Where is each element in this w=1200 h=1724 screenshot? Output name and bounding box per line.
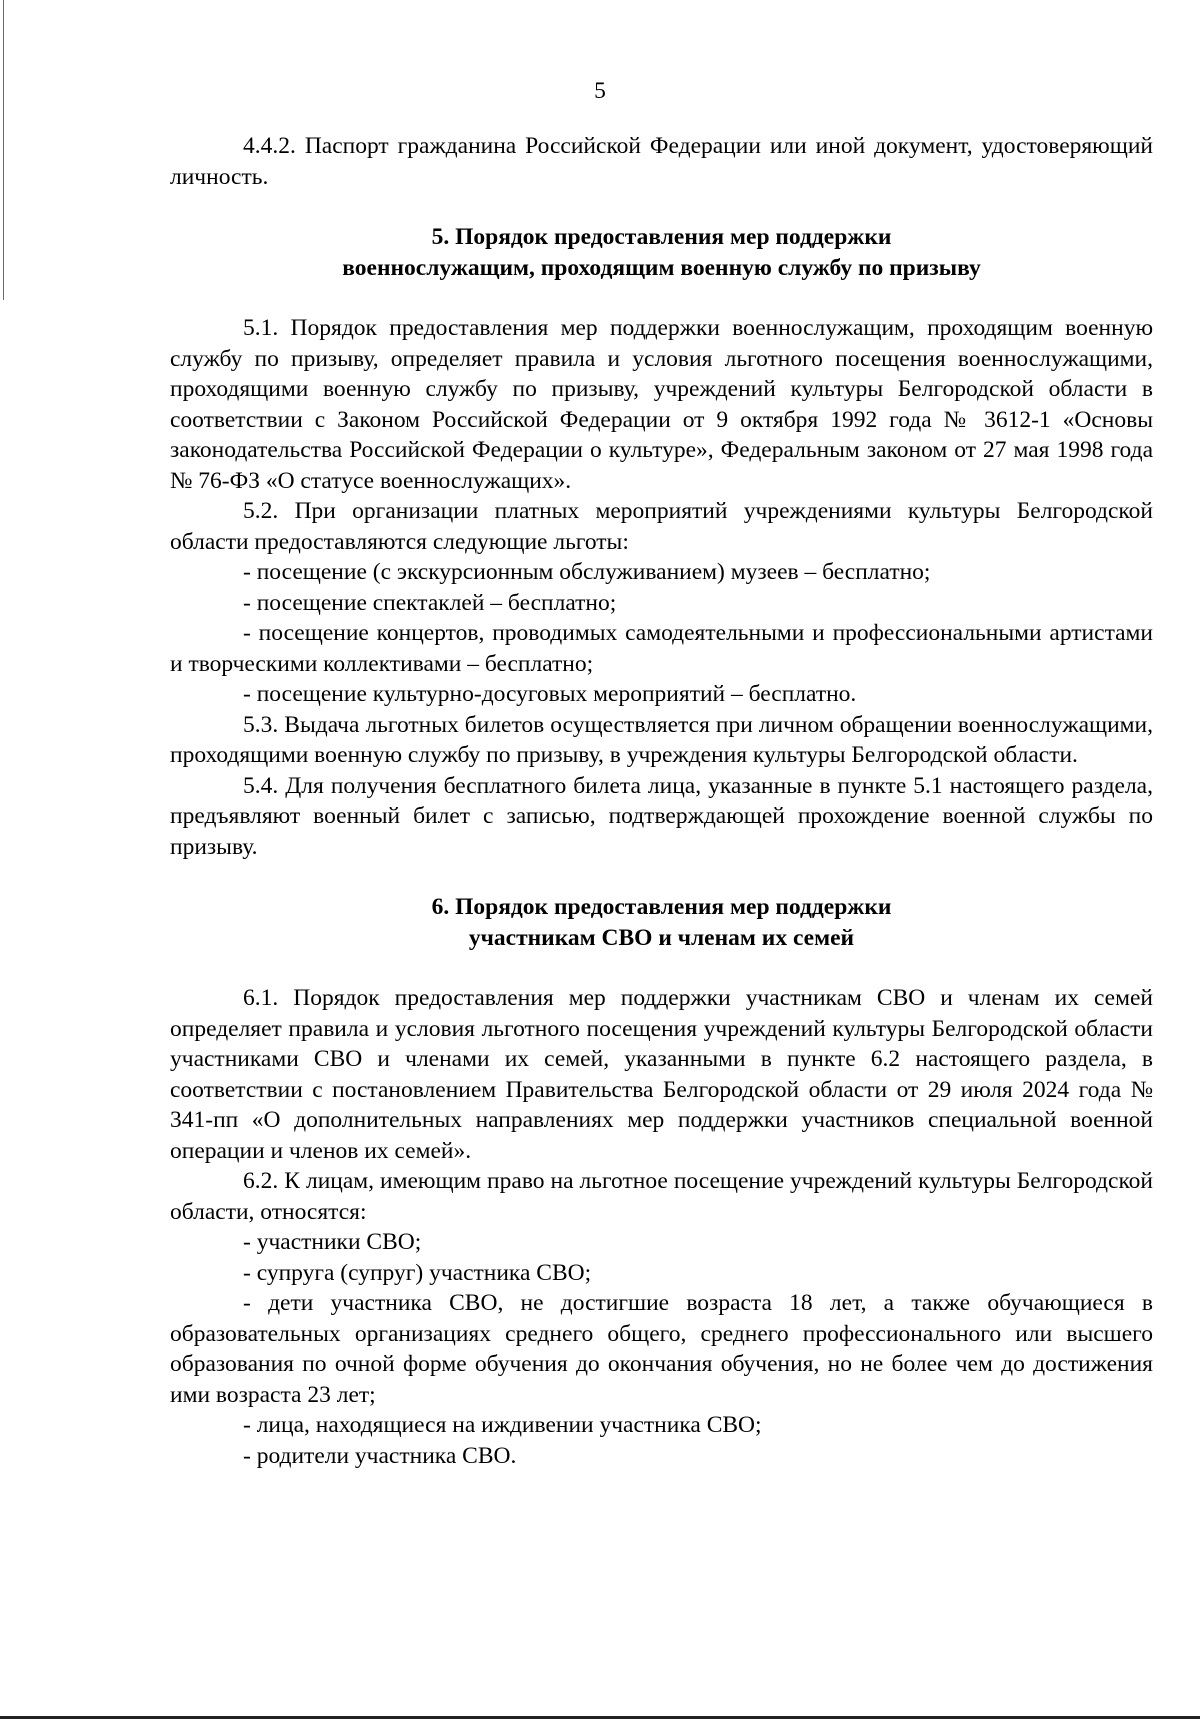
list-item-dependents: - лица, находящиеся на иждивении участника СВО; bbox=[243, 1412, 762, 1438]
section-5-heading-line-1: 5. Порядок предоставления мер поддержки bbox=[431, 224, 892, 250]
document-body bbox=[170, 131, 1153, 1471]
scan-edge-bottom bbox=[0, 1716, 1200, 1719]
list-item-children: - дети участника СВО, не достигшие возраста 18 лет, а также обучающиеся в образовательных организациях среднего общего, среднего профессионального или высшего образования по очной форме обучения до окончания обучения, но не более чем до достижения ими возраста 23 лет; bbox=[170, 1290, 1153, 1408]
paragraph-5-1: 5.1. Порядок предоставления мер поддержки военнослужащим, проходящим военную службу по призыву, определяет правила и условия льготного посещения военнослужащими, проходящими военную службу по призыву, учреждений культуры Белгородской области в соответствии с Законом Российской Федерации от 9 октября 1992 года № 3612-1 «Основы законодательства Российской Федерации о культуре», Федеральным законом от 27 мая 1998 года № 76-ФЗ «О статусе военнослужащих». bbox=[170, 315, 1153, 494]
spacer bbox=[170, 192, 1153, 222]
list-item-leisure-events: - посещение культурно-досуговых мероприятий – бесплатно. bbox=[243, 681, 857, 707]
section-6-heading-line-2: участникам СВО и членам их семей bbox=[468, 924, 855, 951]
page-number: 5 bbox=[594, 78, 606, 104]
paragraph-4-4-2: 4.4.2. Паспорт гражданина Российской Федерации или иной документ, удостоверяющий личность. bbox=[170, 133, 1153, 190]
scan-edge-left bbox=[3, 0, 4, 300]
paragraph-5-2: 5.2. При организации платных мероприятий учреждениями культуры Белгородской области предоставляются следующие льготы: bbox=[170, 498, 1153, 555]
spacer bbox=[170, 283, 1153, 313]
section-5-heading-line-2: военнослужащим, проходящим военную службу по призыву bbox=[342, 254, 981, 281]
spacer bbox=[170, 953, 1153, 983]
paragraph-6-1: 6.1. Порядок предоставления мер поддержки участникам СВО и членам их семей определяет правила и условия льготного посещения учреждений культуры Белгородской области участниками СВО и членами их семей, указанными в пункте 6.2 настоящего раздела, в соответствии с постановлением Правительства Белгородской области от 29 июля 2024 года № 341-пп «О дополнительных направлениях мер поддержки участников специальной военной операции и членов их семей». bbox=[170, 985, 1153, 1164]
paragraph-5-3: 5.3. Выдача льготных билетов осуществляется при личном обращении военнослужащими, проходящими военную службу по призыву, в учреждения культуры Белгородской области. bbox=[170, 711, 1153, 768]
list-item-spouse: - супруга (супруг) участника СВО; bbox=[243, 1259, 592, 1286]
list-item-svo-participants: - участники СВО; bbox=[243, 1229, 422, 1255]
list-item-museums: - посещение (с экскурсионным обслуживанием) музеев – бесплатно; bbox=[243, 559, 931, 585]
section-6-heading-line-1: 6. Порядок предоставления мер поддержки bbox=[431, 894, 892, 920]
list-item-performances: - посещение спектаклей – бесплатно; bbox=[243, 589, 617, 616]
spacer bbox=[170, 862, 1153, 892]
list-item-parents: - родители участника СВО. bbox=[243, 1442, 517, 1469]
paragraph-6-2: 6.2. К лицам, имеющим право на льготное посещение учреждений культуры Белгородской области, относятся: bbox=[170, 1168, 1153, 1225]
list-item-concerts: - посещение концертов, проводимых самодеятельными и профессиональными артистами и творческими коллективами – бесплатно; bbox=[170, 620, 1153, 677]
paragraph-5-4: 5.4. Для получения бесплатного билета лица, указанные в пункте 5.1 настоящего раздела, предъявляют военный билет с записью, подтверждающей прохождение военной службы по призыву. bbox=[170, 772, 1153, 860]
